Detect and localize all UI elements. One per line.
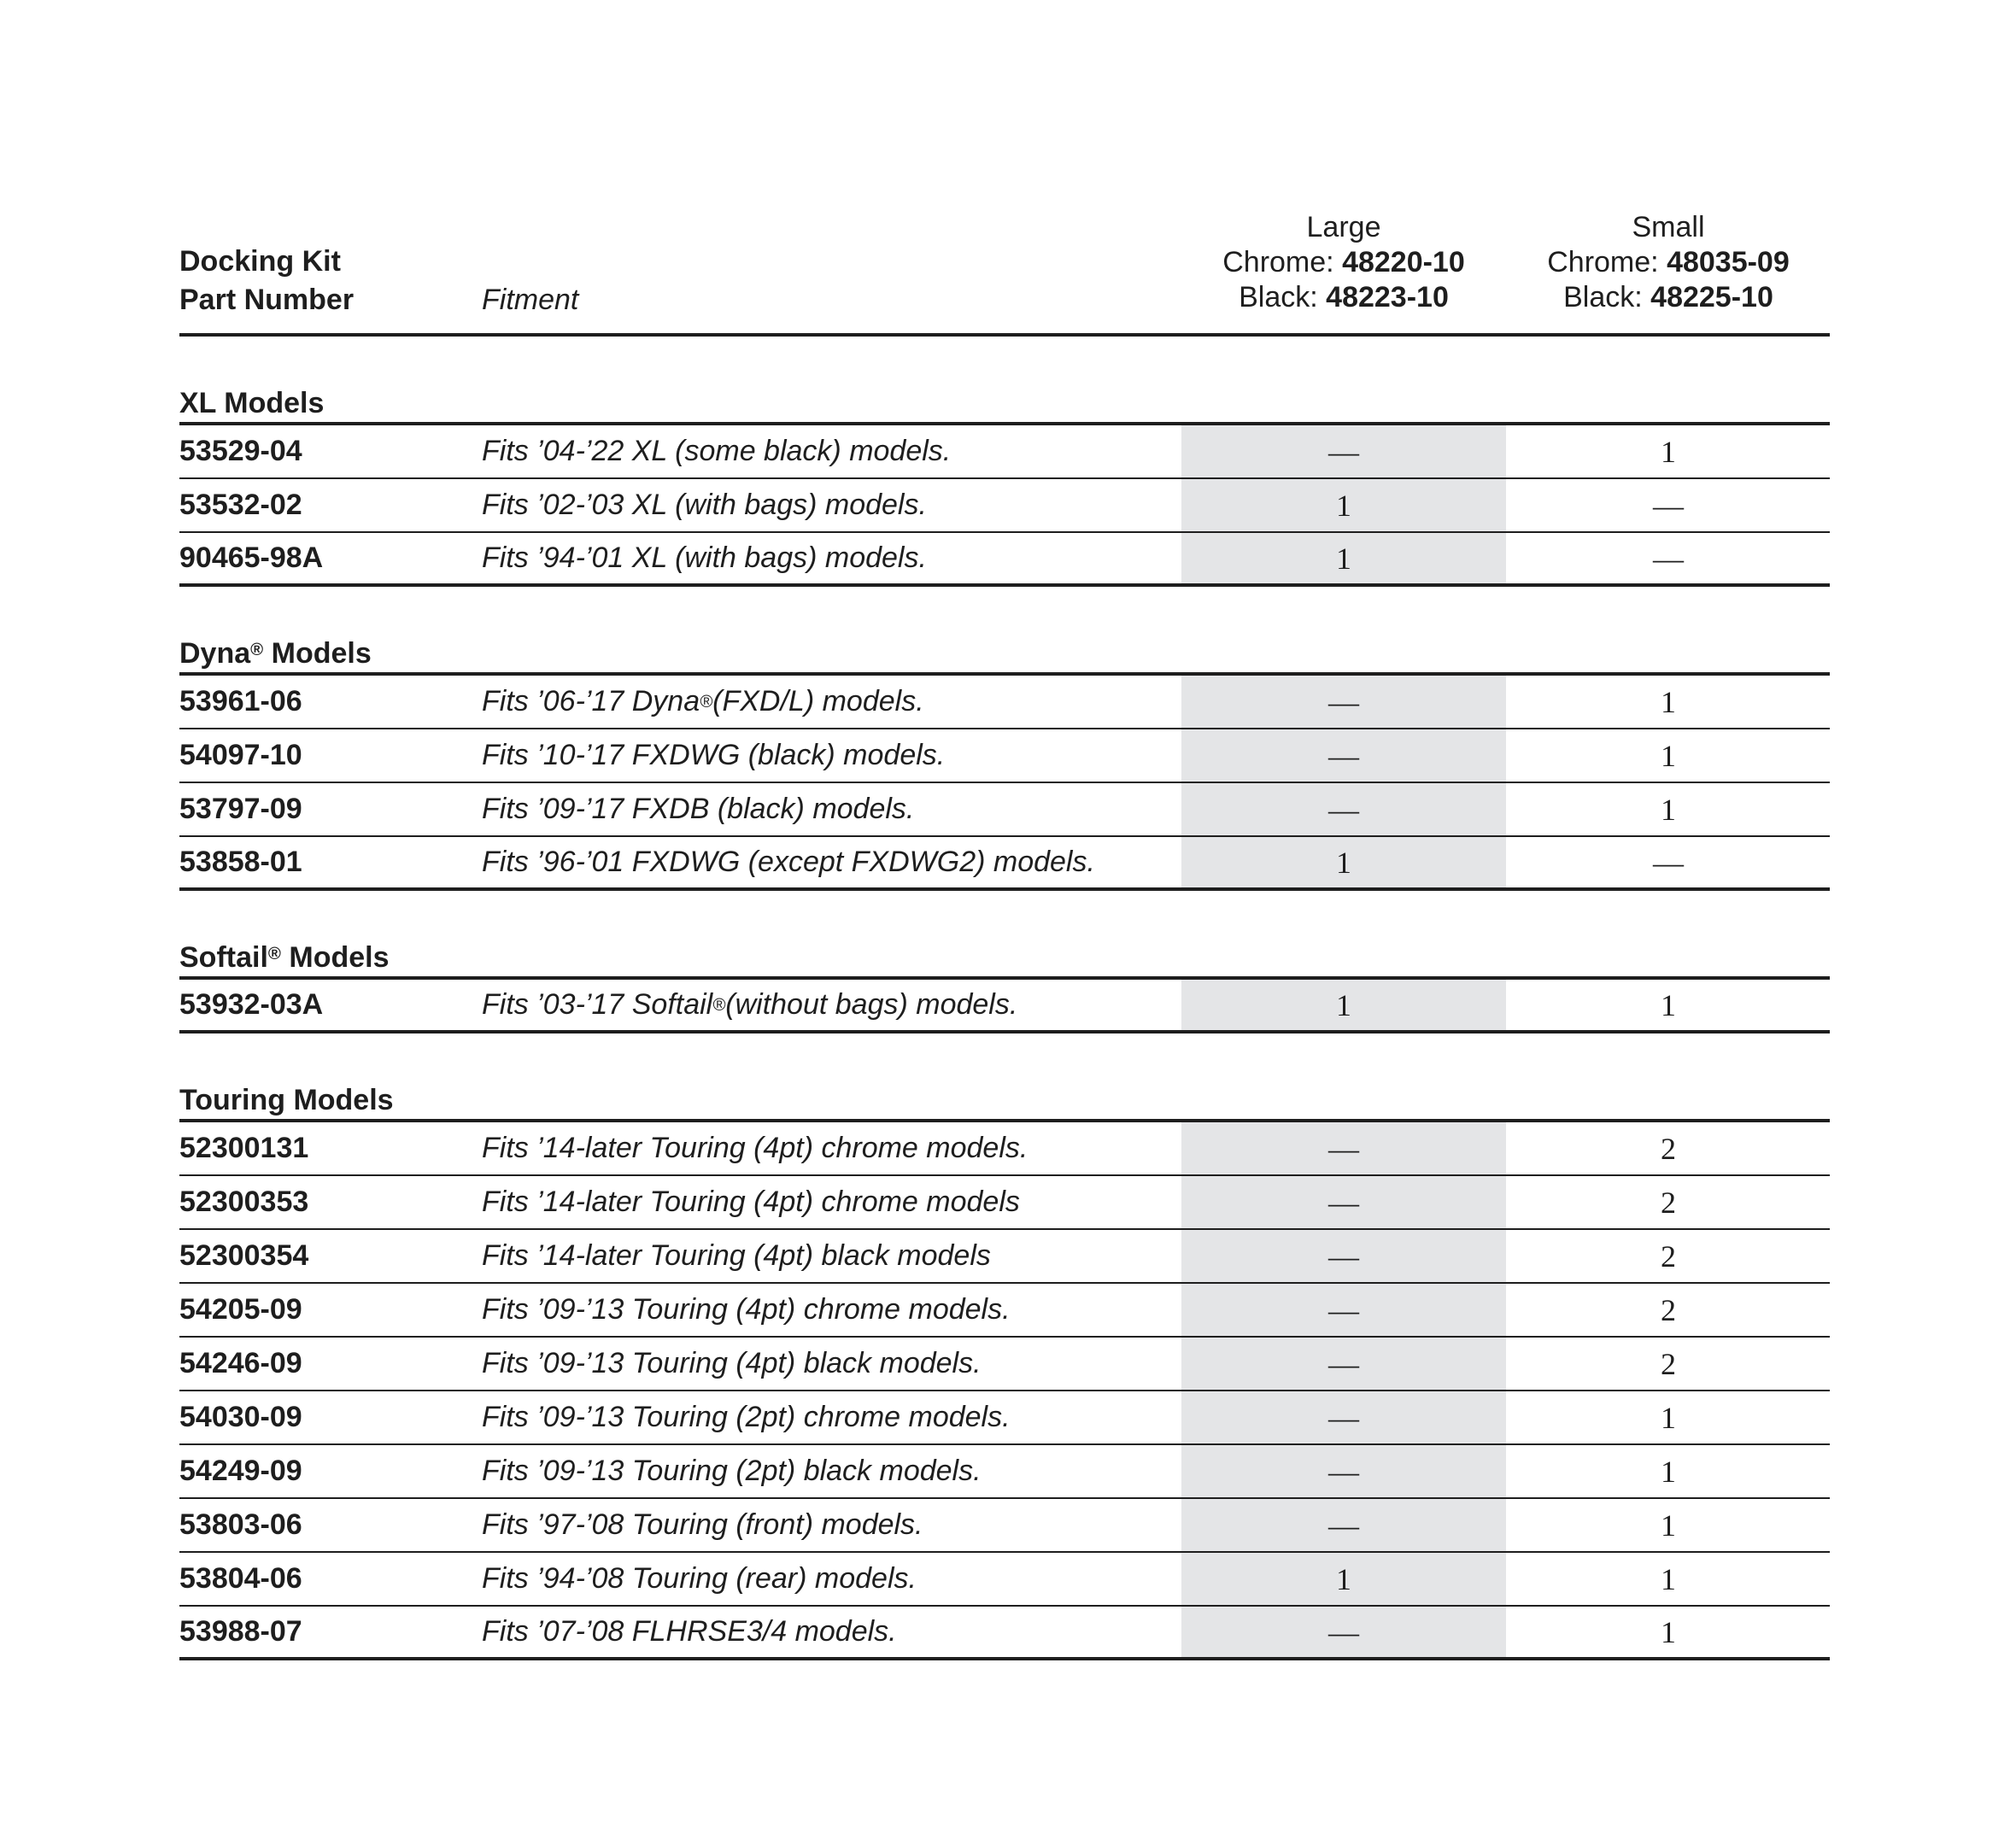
table-row [179,1607,1830,1660]
large-qty-cell: — [1181,1391,1506,1443]
small-qty-cell: 1 [1661,1454,1676,1489]
large-qty-cell: — [1181,729,1506,782]
header-small-black-label: Black: [1563,281,1651,313]
part-number-cell: 54030-09 [179,1401,302,1433]
fitment-cell: Fits ’09-’13 Touring (2pt) black models. [482,1455,982,1487]
part-number-cell: 54097-10 [179,739,302,771]
fitment-cell: Fits ’02-’03 XL (with bags) models. [482,489,927,521]
small-qty-cell: 1 [1661,792,1676,827]
large-qty-cell: — [1181,1338,1506,1390]
table-row [179,837,1830,891]
fitment-cell: Fits ’09-’13 Touring (2pt) chrome models. [482,1401,1011,1433]
header-small-chrome-label: Chrome: [1547,246,1667,278]
small-qty-cell: 1 [1661,684,1676,719]
section-rows [179,980,1830,1033]
fitment-cell: Fits ’03-’17 Softail ® (without bags) models. [482,988,1018,1021]
small-qty-cell: — [1653,541,1684,576]
part-number-cell: 54205-09 [179,1293,302,1326]
header-small [1506,210,1831,315]
large-qty-cell: — [1181,1284,1506,1336]
part-number-cell: 52300353 [179,1186,309,1218]
header-large-chrome [1181,245,1506,280]
table-row [179,1499,1830,1553]
fitment-cell: Fits ’14-later Touring (4pt) chrome models. [482,1132,1029,1164]
small-qty-cell: 1 [1661,434,1676,469]
small-qty-cell: 2 [1661,1238,1676,1274]
part-number-cell: 53858-01 [179,846,302,878]
table-row [179,1553,1830,1607]
table-row [179,1176,1830,1230]
large-qty-cell: — [1181,425,1506,477]
large-qty-cell: — [1181,1445,1506,1497]
table-row [179,1338,1830,1391]
large-qty-cell: — [1181,1122,1506,1174]
large-qty-cell: 1 [1181,1553,1506,1605]
section-title: Softail® Models [179,939,1830,980]
table-row [179,676,1830,729]
large-qty-cell: 1 [1181,479,1506,531]
header-large-black-label: Black: [1239,281,1327,313]
header-large-title: Large [1306,211,1381,243]
fitment-cell: Fits ’09-’13 Touring (4pt) black models. [482,1347,982,1379]
fitment-cell: Fits ’06-’17 Dyna ® (FXD/L) models. [482,685,924,717]
small-qty-cell: 2 [1661,1292,1676,1327]
header-large [1181,210,1506,315]
small-qty-cell: — [1653,845,1684,880]
large-qty-cell: 1 [1181,533,1506,583]
table-body [179,384,1830,1660]
table-row [179,425,1830,479]
part-number-cell: 53532-02 [179,489,302,521]
header-fitment: Fitment [482,284,579,316]
small-qty-cell: 2 [1661,1346,1676,1381]
section-rows [179,425,1830,587]
table-row [179,1122,1830,1176]
fitment-cell: Fits ’14-later Touring (4pt) black models [482,1239,991,1272]
header-small-black [1506,280,1831,315]
section [179,939,1830,1033]
part-number-cell: 52300354 [179,1239,309,1272]
part-number-cell: 53961-06 [179,685,302,717]
header-part-number [179,243,354,319]
header-small-title: Small [1632,211,1705,243]
part-number-cell: 53529-04 [179,435,302,467]
part-number-cell: 53932-03A [179,988,324,1021]
table-row [179,479,1830,533]
table-header [179,205,1830,337]
header-part-line1: Docking Kit [179,245,341,278]
section [179,1081,1830,1660]
large-qty-cell: — [1181,1607,1506,1657]
table-row [179,1391,1830,1445]
fitment-cell: Fits ’07-’08 FLHRSE3/4 models. [482,1615,897,1648]
fitment-cell: Fits ’04-’22 XL (some black) models. [482,435,952,467]
section [179,384,1830,587]
section-rows [179,676,1830,891]
section-rows [179,1122,1830,1660]
fitment-cell: Fits ’94-’08 Touring (rear) models. [482,1562,917,1595]
small-qty-cell: — [1653,488,1684,523]
small-qty-cell: 1 [1661,1561,1676,1596]
small-qty-cell: 2 [1661,1185,1676,1220]
section [179,635,1830,891]
part-number-cell: 53988-07 [179,1615,302,1648]
header-large-chrome-value: 48220-10 [1342,246,1465,278]
header-part-line2: Part Number [179,284,355,316]
table-row [179,1230,1830,1284]
large-qty-cell: 1 [1181,837,1506,887]
header-small-chrome [1506,245,1831,280]
header-large-black [1181,280,1506,315]
docking-kit-table [179,205,1830,1660]
large-qty-cell: — [1181,1499,1506,1551]
small-qty-cell: 1 [1661,738,1676,773]
large-qty-cell: — [1181,676,1506,728]
fitment-cell: Fits ’96-’01 FXDWG (except FXDWG2) models. [482,846,1095,878]
fitment-cell: Fits ’09-’13 Touring (4pt) chrome models. [482,1293,1011,1326]
part-number-cell: 53804-06 [179,1562,302,1595]
part-number-cell: 53797-09 [179,793,302,825]
part-number-cell: 54246-09 [179,1347,302,1379]
small-qty-cell: 1 [1661,987,1676,1022]
header-large-chrome-label: Chrome: [1222,246,1343,278]
large-qty-cell: — [1181,1230,1506,1282]
large-qty-cell: — [1181,783,1506,835]
small-qty-cell: 2 [1661,1131,1676,1166]
table-row [179,729,1830,783]
table-row [179,533,1830,587]
fitment-cell: Fits ’09-’17 FXDB (black) models. [482,793,915,825]
large-qty-cell: 1 [1181,980,1506,1030]
table-row [179,980,1830,1033]
part-number-cell: 54249-09 [179,1455,302,1487]
fitment-cell: Fits ’14-later Touring (4pt) chrome models [482,1186,1020,1218]
header-small-black-value: 48225-10 [1650,281,1773,313]
fitment-cell: Fits ’10-’17 FXDWG (black) models. [482,739,946,771]
header-small-chrome-value: 48035-09 [1667,246,1790,278]
section-title: Touring Models [179,1081,1830,1122]
header-large-black-value: 48223-10 [1326,281,1449,313]
fitment-cell: Fits ’94-’01 XL (with bags) models. [482,542,927,574]
small-qty-cell: 1 [1661,1400,1676,1435]
table-row [179,783,1830,837]
table-row [179,1284,1830,1338]
part-number-cell: 52300131 [179,1132,309,1164]
section-title: Dyna® Models [179,635,1830,676]
fitment-cell: Fits ’97-’08 Touring (front) models. [482,1508,923,1541]
small-qty-cell: 1 [1661,1614,1676,1649]
small-qty-cell: 1 [1661,1508,1676,1543]
part-number-cell: 90465-98A [179,542,324,574]
section-title: XL Models [179,384,1830,425]
large-qty-cell: — [1181,1176,1506,1228]
part-number-cell: 53803-06 [179,1508,302,1541]
table-row [179,1445,1830,1499]
